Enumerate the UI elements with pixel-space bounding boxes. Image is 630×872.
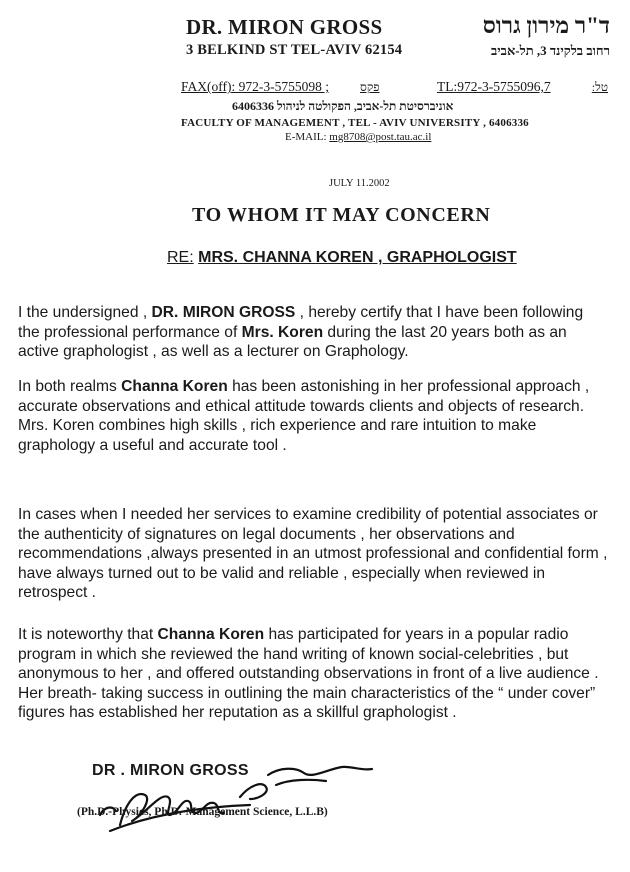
letterhead-tel-hebrew: טל: bbox=[591, 80, 608, 94]
paragraph-line: recommendations ,always presented in an utmost professional and confidential form , bbox=[18, 545, 608, 562]
email-label: E-MAIL: bbox=[285, 131, 327, 143]
paragraph-line: Mrs. Koren combines high skills , rich experience and rare intuition to make bbox=[18, 417, 537, 434]
paragraph-line bbox=[18, 377, 618, 397]
letterhead-address-hebrew: רחוב בלקינד 3, תל-אביב bbox=[491, 43, 610, 58]
bold-name: Channa Koren bbox=[157, 626, 265, 643]
paragraph-4 bbox=[18, 625, 618, 723]
bold-name: Channa Koren bbox=[121, 378, 228, 395]
paragraph-line bbox=[18, 303, 618, 323]
letterhead-address: 3 BELKIND ST TEL-AVIV 62154 bbox=[186, 42, 403, 58]
text-run: has been astonishing in her professional approach , bbox=[227, 378, 590, 395]
paragraph-line: graphology a useful and accurate tool . bbox=[18, 436, 287, 454]
bold-name: Mrs. Koren bbox=[241, 323, 324, 341]
paragraph-3 bbox=[18, 505, 618, 603]
paragraph-line: active graphologist , as well as a lecturer on Graphology. bbox=[18, 343, 409, 360]
paragraph-line bbox=[18, 323, 618, 343]
letterhead-fax-hebrew: פקס bbox=[360, 80, 380, 94]
paragraph-line: In cases when I needed her services to examine credibility of potential associates or bbox=[18, 506, 598, 523]
letterhead-fax: FAX(off): 972-3-5755098 ; bbox=[181, 79, 329, 94]
letterhead-tel: TL:972-3-5755096,7 bbox=[437, 79, 551, 94]
re-line bbox=[167, 249, 517, 267]
paragraph-line: retrospect . bbox=[18, 584, 96, 601]
paragraph-line: Her breath- taking success in outlining the main characteristics of the “ under cover” bbox=[18, 684, 596, 702]
letterhead-name: DR. MIRON GROSS bbox=[186, 15, 383, 39]
text-run: during the last 20 years both as an bbox=[323, 323, 567, 341]
text-run: has participated for years in a popular radio bbox=[264, 626, 569, 643]
bold-name: DR. MIRON GROSS bbox=[151, 304, 296, 321]
letter-date: JULY 11.2002 bbox=[329, 178, 390, 189]
re-subject: MRS. CHANNA KOREN , GRAPHOLOGIST bbox=[198, 249, 517, 266]
letterhead-name-hebrew: ד"ר מירון גרוס bbox=[482, 13, 610, 38]
text-run: the professional performance of bbox=[18, 323, 242, 341]
paragraph-line: figures has established her reputation as a skillful graphologist . bbox=[18, 704, 457, 721]
letterhead-faculty-hebrew: אוניברסיטת תל-אביב, הפקולטה לניהול 6406336 bbox=[232, 99, 454, 113]
paragraph-line bbox=[18, 625, 618, 645]
signature-credentials: (Ph.D.-Physics, Ph.D.-Management Science, L.L.B) bbox=[77, 806, 328, 818]
paragraph-2 bbox=[18, 377, 618, 455]
letter-heading: TO WHOM IT MAY CONCERN bbox=[192, 204, 491, 226]
text-run: I the undersigned , bbox=[18, 304, 152, 321]
text-run: It is noteworthy that bbox=[18, 626, 158, 643]
text-run: In both realms bbox=[18, 378, 122, 395]
paragraph-line: accurate observations and ethical attitude towards clients and objects of research. bbox=[18, 397, 585, 415]
handwritten-signature bbox=[90, 755, 390, 835]
email-address-link[interactable]: mg8708@post.tau.ac.il bbox=[329, 131, 432, 143]
paragraph-line: anonymous to her , and offered outstanding observations in front of a live audience . bbox=[18, 665, 599, 682]
letterhead-email bbox=[285, 131, 431, 143]
paragraph-line: the authenticity of signatures on legal documents , her observations and bbox=[18, 525, 515, 543]
text-run: , hereby certify that I have been following bbox=[295, 304, 584, 321]
letterhead-faculty: FACULTY OF MANAGEMENT , TEL - AVIV UNIVERSITY , 6406336 bbox=[181, 117, 529, 129]
paragraph-line: have always turned out to be valid and reliable , especially when reviewed in bbox=[18, 564, 546, 582]
paragraph-line: program in which she reviewed the hand writing of known social-celebrities , but bbox=[18, 645, 569, 663]
paragraph-1 bbox=[18, 303, 618, 362]
signature-name: DR . MIRON GROSS bbox=[92, 762, 249, 779]
re-label: RE: bbox=[167, 249, 194, 266]
